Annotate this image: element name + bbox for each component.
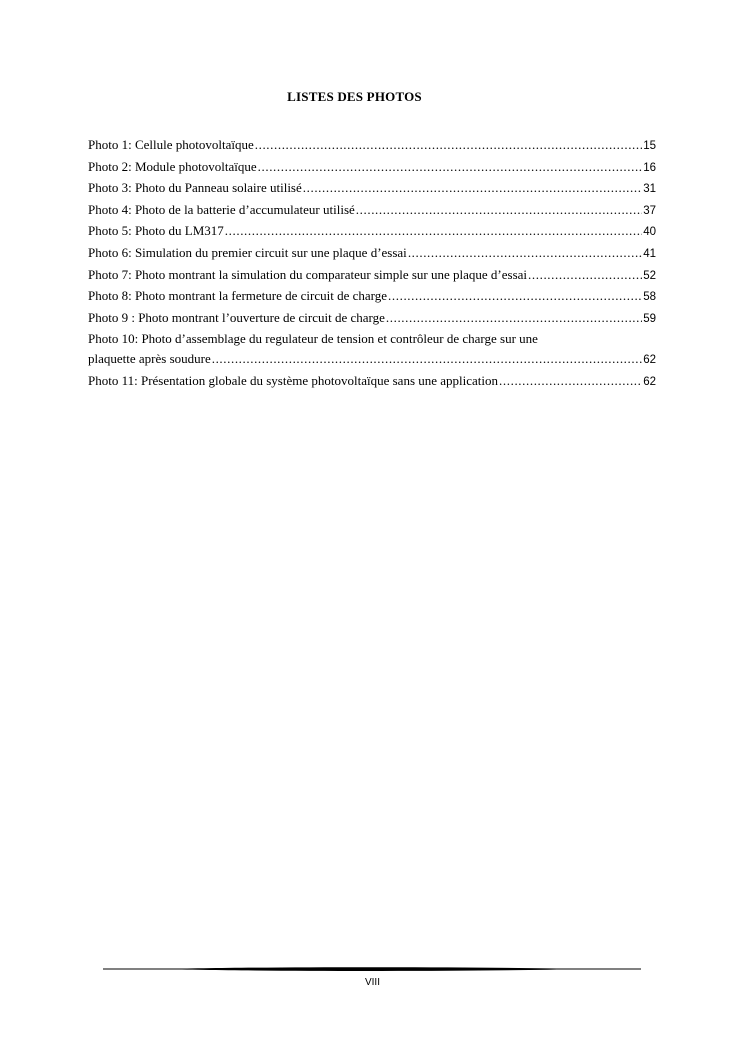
entry-page-number: 41 (643, 247, 656, 260)
entry-label-line-1: Photo 10: Photo d’assemblage du regulateur de tension et contrôleur de charge sur une (88, 331, 538, 347)
entry-label: Photo 7: Photo montrant la simulation du comparateur simple sur une plaque d’essai (88, 266, 528, 282)
entry-page-number: 58 (643, 291, 656, 304)
list-item-photo-11[interactable] (88, 371, 656, 393)
entry-page-number: 16 (643, 161, 656, 174)
list-item-photo-1[interactable] (88, 135, 656, 157)
entry-page-number: 52 (643, 269, 656, 282)
entry-label: Photo 8: Photo montrant la fermeture de circuit de charge (88, 288, 388, 304)
list-item-photo-7[interactable] (88, 265, 656, 287)
entry-label-line-2: plaquette après soudure (88, 350, 211, 366)
entry-label: Photo 5: Photo du LM317 (88, 223, 224, 239)
photo-list (88, 135, 656, 392)
page-number: VIII (364, 977, 380, 988)
dot-leader (386, 308, 642, 328)
list-item-photo-4[interactable] (88, 200, 656, 222)
dot-leader (212, 349, 642, 369)
dot-leader (258, 157, 643, 177)
list-item-photo-2[interactable] (88, 157, 656, 179)
entry-page-number: 62 (643, 375, 656, 388)
entry-page-number: 37 (643, 204, 656, 217)
list-item-photo-8[interactable] (88, 286, 656, 308)
entry-label: Photo 11: Présentation globale du système photovoltaïque sans une application (88, 372, 499, 388)
list-item-photo-10[interactable] (88, 329, 656, 370)
entry-label: Photo 1: Cellule photovoltaïque (88, 137, 254, 152)
dot-leader (499, 371, 642, 391)
entry-label: Photo 6: Simulation du premier circuit sur une plaque d’essai (88, 244, 407, 260)
page-title: LISTES DES PHOTOS (287, 89, 422, 104)
dot-leader (408, 243, 642, 263)
dot-leader (356, 200, 642, 220)
entry-page-number: 31 (643, 183, 656, 196)
entry-page-number: 40 (643, 226, 656, 239)
entry-label: Photo 3: Photo du Panneau solaire utilisé (88, 180, 302, 196)
entry-page-number: 59 (643, 312, 656, 325)
list-item-photo-5[interactable] (88, 221, 656, 243)
list-item-photo-9[interactable] (88, 308, 656, 330)
dot-leader (255, 135, 642, 155)
entry-label: Photo 9 : Photo montrant l’ouverture de circuit de charge (88, 309, 385, 325)
list-item-photo-3[interactable] (88, 178, 656, 200)
entry-label: Photo 4: Photo de la batterie d’accumulateur utilisé (88, 201, 355, 217)
entry-label: Photo 2: Module photovoltaïque (88, 158, 257, 174)
footer-divider (103, 966, 641, 972)
list-item-photo-6[interactable] (88, 243, 656, 265)
dot-leader (225, 221, 642, 241)
dot-leader (388, 286, 642, 306)
dot-leader (303, 178, 642, 198)
entry-page-number: 62 (643, 353, 656, 366)
entry-page-number: 15 (643, 140, 656, 152)
dot-leader (528, 265, 642, 285)
